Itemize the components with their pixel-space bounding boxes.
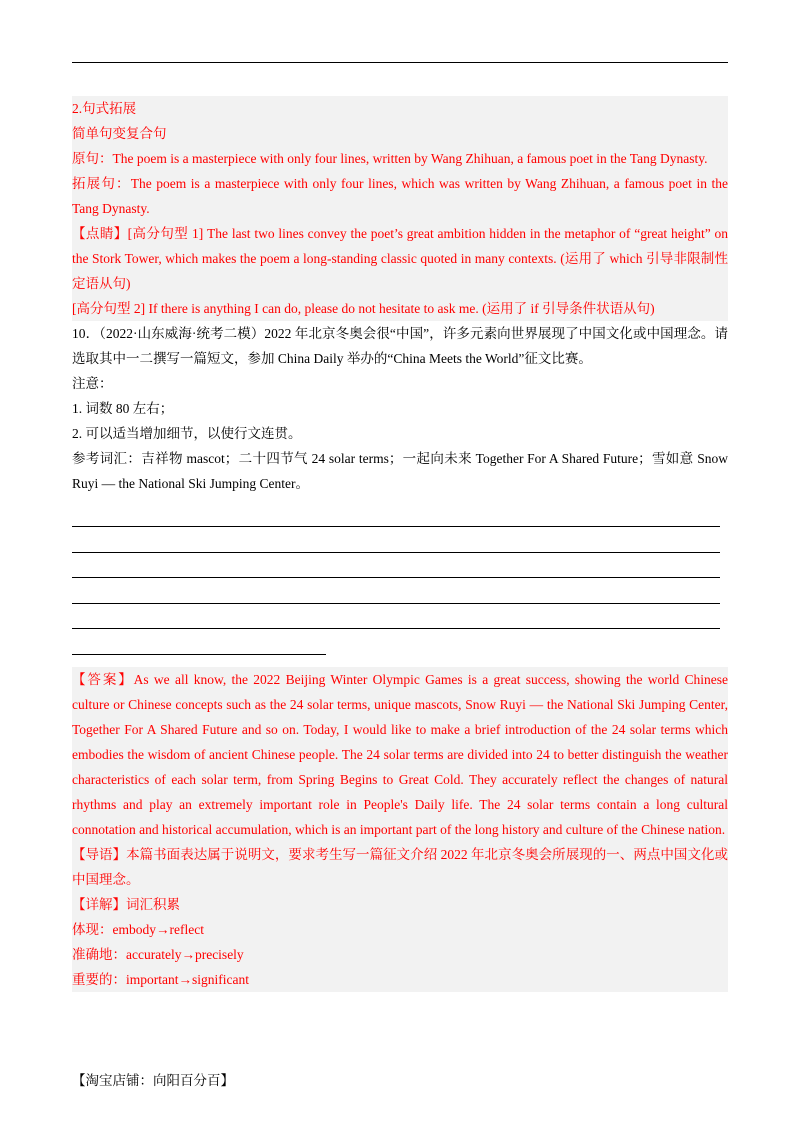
highlight-pattern-1: 【点睛】[高分句型 1] The last two lines convey the poet’s great ambition hidden in the metaphor of “great height” on the Stork Tower, which makes the poem a long-standing classic quoted in many contexts. (运用了 which 引导非限制性定语从句) (72, 226, 728, 291)
writing-line (72, 510, 720, 527)
answer-text: 【答案】As we all know, the 2022 Beijing Winter Olympic Games is a great success, showing the world Chinese culture or Chinese concepts such as the 24 solar terms, unique mascots, Snow Ruyi — the National Ski Jumping Center, Together For A Shared Future and so on. Today, I would like to make a brief introduction of the 24 solar terms which embodies the wisdom of ancient Chinese people. The 24 solar terms are divided into 24 to better distinguish the weather characteristics of each solar term, from Spring Begins to Great Cold. They accurately reflect the changes of natural rhythms and play an extremely important role in People's Daily life. The 24 solar terms contain a long cultural connotation and historical accumulation, which is an important part of the long history and culture of the Chinese nation. (72, 671, 728, 837)
section-subtitle: 简单句变复合句 (72, 126, 167, 141)
writing-lines (72, 496, 728, 655)
highlight-pattern-2: [高分句型 2] If there is anything I can do, please do not hesitate to ask me. (运用了 if 引导条件状语从句) (72, 301, 655, 316)
question-prompt: 10．（2022·山东威海·统考二模）2022 年北京冬奥会很“中国”，许多元素向世界展现了中国文化或中国理念。请选取其中一二撰写一篇短文，参加 China Daily 举办的“China Meets the World”征文比赛。 (72, 326, 728, 366)
original-sentence: 原句：The poem is a masterpiece with only four lines, written by Wang Zhihuan, a famous poet in the Tang Dynasty. (72, 151, 708, 166)
note-item-1: 1. 词数 80 左右； (72, 401, 174, 416)
vocab-item-3: 重要的：important→significant (72, 971, 249, 987)
expanded-sentence: 拓展句：The poem is a masterpiece with only four lines, which was written by Wang Zhihuan, a famous poet in the Tang Dynasty. (72, 176, 728, 216)
detail-label: 【详解】词汇积累 (72, 896, 180, 912)
shop-footer: 【淘宝店铺：向阳百分百】 (72, 1073, 234, 1088)
page-content (72, 96, 728, 992)
writing-line (72, 578, 720, 604)
vocab-item-2: 准确地：accurately→precisely (72, 946, 244, 962)
reference-vocabulary: 参考词汇：吉祥物 mascot；二十四节气 24 solar terms；一起向未来 Together For A Shared Future；雪如意 Snow Ruyi — the National Ski Jumping Center。 (72, 451, 728, 491)
note-label: 注意： (72, 376, 113, 391)
writing-line (72, 604, 720, 630)
header-rule (72, 62, 728, 63)
sentence-pattern-section (72, 96, 728, 321)
section-title: 2.句式拓展 (72, 101, 137, 116)
writing-line (72, 629, 326, 655)
question-section (72, 321, 728, 496)
vocab-item-1: 体现：embody→reflect (72, 921, 204, 937)
guide-text: 【导语】本篇书面表达属于说明文，要求考生写一篇征文介绍 2022 年北京冬奥会所展现的一、两点中国文化或中国理念。 (72, 846, 728, 887)
writing-line (72, 553, 720, 579)
writing-line (72, 527, 720, 553)
note-item-2: 2. 可以适当增加细节，以使行文连贯。 (72, 426, 302, 441)
answer-section (72, 667, 728, 992)
